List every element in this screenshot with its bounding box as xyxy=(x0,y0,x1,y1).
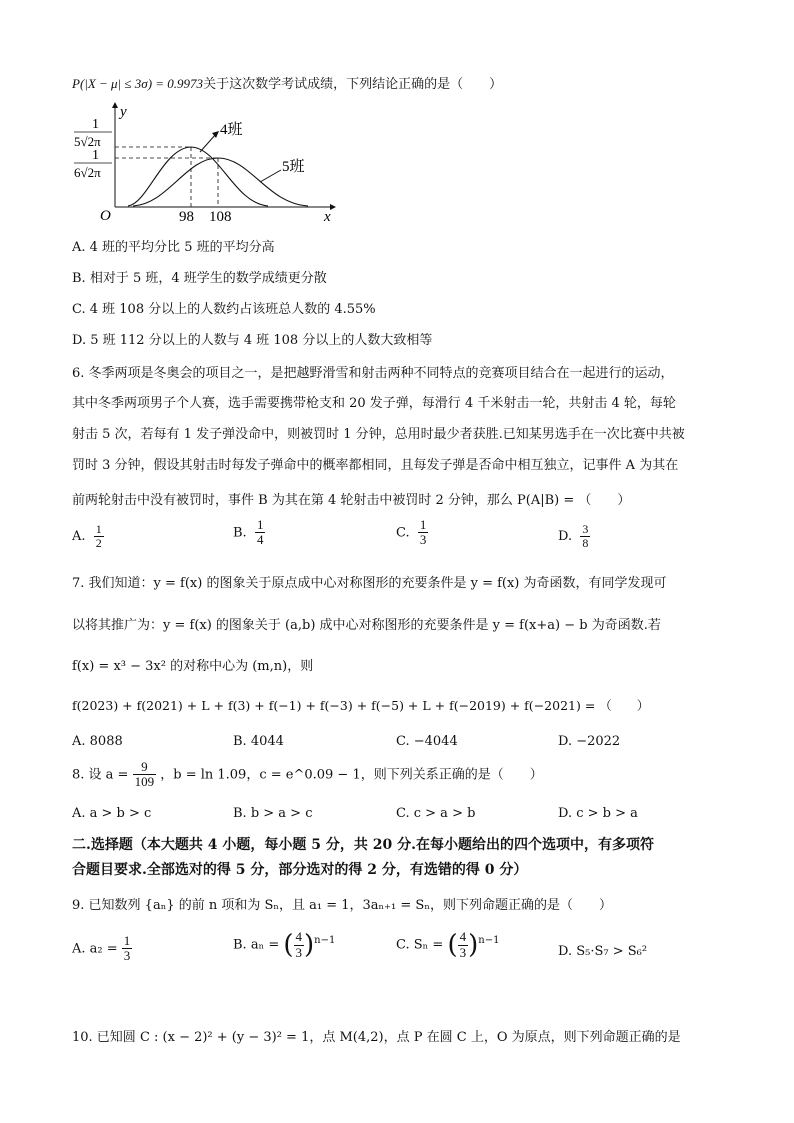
q5-option-c: C. 4 班 108 分以上的人数约占该班总人数的 4.55% xyxy=(72,302,376,317)
curve-label-5: 5班 xyxy=(282,159,305,175)
y-tick-low-num: 1 xyxy=(92,148,99,163)
q5-option-b: B. 相对于 5 班，4 班学生的数学成绩更分散 xyxy=(72,271,327,286)
section-2-heading-line-1: 二.选择题（本大题共 4 小题，每小题 5 分，共 20 分.在每小题给出的四个选项中，有多项符 xyxy=(72,837,654,853)
q9-option-c: C. Sₙ = ( $\frac{4}{3}$ )$^{n-1}$ xyxy=(396,929,500,960)
q6-line-5: 前两轮射击中没有被罚时，事件 B 为其在第 4 轮射击中被罚时 2 分钟，那么 P(A|B) = （ ） xyxy=(72,493,631,508)
arrow-5 xyxy=(260,170,281,182)
curve-label-4: 4班 xyxy=(220,122,243,138)
q6-option-a: A. $\frac{1}{2}$ xyxy=(72,522,102,551)
q7-line-4: f(2023) + f(2021) + L + f(3) + f(−1) + f(−3) + f(−5) + L + f(−2019) + f(−2021) = （ ） xyxy=(72,698,650,713)
q6-line-1: 6. 冬季两项是冬奥会的项目之一，是把越野滑雪和射击两种不同特点的竞赛项目结合在一起进行的运动， xyxy=(72,366,674,381)
x-axis-arrow xyxy=(330,204,336,210)
origin-label: O xyxy=(100,208,111,224)
q5-stem xyxy=(72,73,502,92)
tick-108: 108 xyxy=(209,209,232,225)
q6-line-4: 罚时 3 分钟，假设其射击时每发子弹命中的概率都相同，且每发子弹是否命中相互独立，记事件 A 为其在 xyxy=(72,458,679,473)
q7-line-3: f(x) = x³ − 3x² 的对称中心为 (m,n)，则 xyxy=(72,659,314,674)
q9-stem: 9. 已知数列 {aₙ} 的前 n 项和为 Sₙ，且 a₁ = 1，3aₙ₊₁ = Sₙ，则下列命题正确的是（ ） xyxy=(72,898,612,913)
q7-line-2: 以将其推广为：y = f(x) 的图象关于 (a,b) 成中心对称图形的充要条件是 y = f(x+a) − b 为奇函数.若 xyxy=(72,618,661,633)
tick-98: 98 xyxy=(179,209,194,225)
q6-line-3: 射击 5 次，若每有 1 发子弹没命中，则被罚时 1 分钟，总用时最少者获胜.已知某男选手在一次比赛中共被 xyxy=(72,427,685,442)
q8-option-d: D. c > b > a xyxy=(558,806,638,821)
q8-option-a: A. a > b > c xyxy=(72,806,152,821)
q7-line-1: 7. 我们知道：y = f(x) 的图象关于原点成中心对称图形的充要条件是 y = f(x) 为奇函数，有同学发现可 xyxy=(72,576,667,591)
curve-class-4 xyxy=(128,147,268,206)
q8-option-b: B. b > a > c xyxy=(233,806,313,821)
q9-option-b: B. aₙ = ( $\frac{4}{3}$ )$^{n-1}$ xyxy=(233,929,336,960)
normal-curves-graph xyxy=(68,100,348,225)
y-tick-top-den: 5√2π xyxy=(74,134,101,149)
q9-option-d: D. S₅·S₇ > S₆² xyxy=(558,944,648,959)
q7-option-b: B. 4044 xyxy=(233,734,284,749)
y-tick-top-num: 1 xyxy=(92,117,99,132)
q6-option-c: C. $\frac{1}{3}$ xyxy=(396,517,427,548)
section-2-heading-line-2: 合题目要求.全部选对的得 5 分，部分选对的得 2 分，有选错的得 0 分） xyxy=(72,862,528,878)
q6-option-d: D. $\frac{3}{8}$ xyxy=(558,522,589,551)
arrow-4 xyxy=(200,134,216,152)
q5-formula: P(|X − μ| ≤ 3σ) = 0.9973 xyxy=(72,76,204,91)
q7-option-d: D. −2022 xyxy=(558,734,621,749)
q8-stem: 8. 设 a = $\frac{9}{109}$ ，b = ln 1.09，c = e^0.09 − 1，则下列关系正确的是（ ） xyxy=(72,759,543,790)
q5-option-d: D. 5 班 112 分以上的人数与 4 班 108 分以上的人数大致相等 xyxy=(72,333,433,348)
q6-option-b: B. $\frac{1}{4}$ xyxy=(233,517,264,548)
q5-stem-text: 关于这次数学考试成绩，下列结论正确的是（ ） xyxy=(203,77,503,92)
q8-option-c: C. c > a > b xyxy=(396,806,476,821)
y-tick-low-den: 6√2π xyxy=(74,165,101,180)
q6-line-2: 其中冬季两项男子个人赛，选手需要携带枪支和 20 发子弹，每滑行 4 千米射击一轮，共射击 4 轮，每轮 xyxy=(72,396,676,411)
q5-option-a: A. 4 班的平均分比 5 班的平均分高 xyxy=(72,240,275,255)
x-axis-label: x xyxy=(324,209,331,225)
q7-option-c: C. −4044 xyxy=(396,734,458,749)
q9-option-a: A. a₂ = $\frac{1}{3}$ xyxy=(72,933,131,964)
q10-stem: 10. 已知圆 C : (x − 2)² + (y − 3)² = 1，点 M(4,2)，点 P 在圆 C 上，O 为原点，则下列命题正确的是 xyxy=(72,1030,681,1045)
y-axis-arrow xyxy=(112,102,118,108)
q7-option-a: A. 8088 xyxy=(72,734,123,749)
y-axis-label: y xyxy=(120,104,127,120)
